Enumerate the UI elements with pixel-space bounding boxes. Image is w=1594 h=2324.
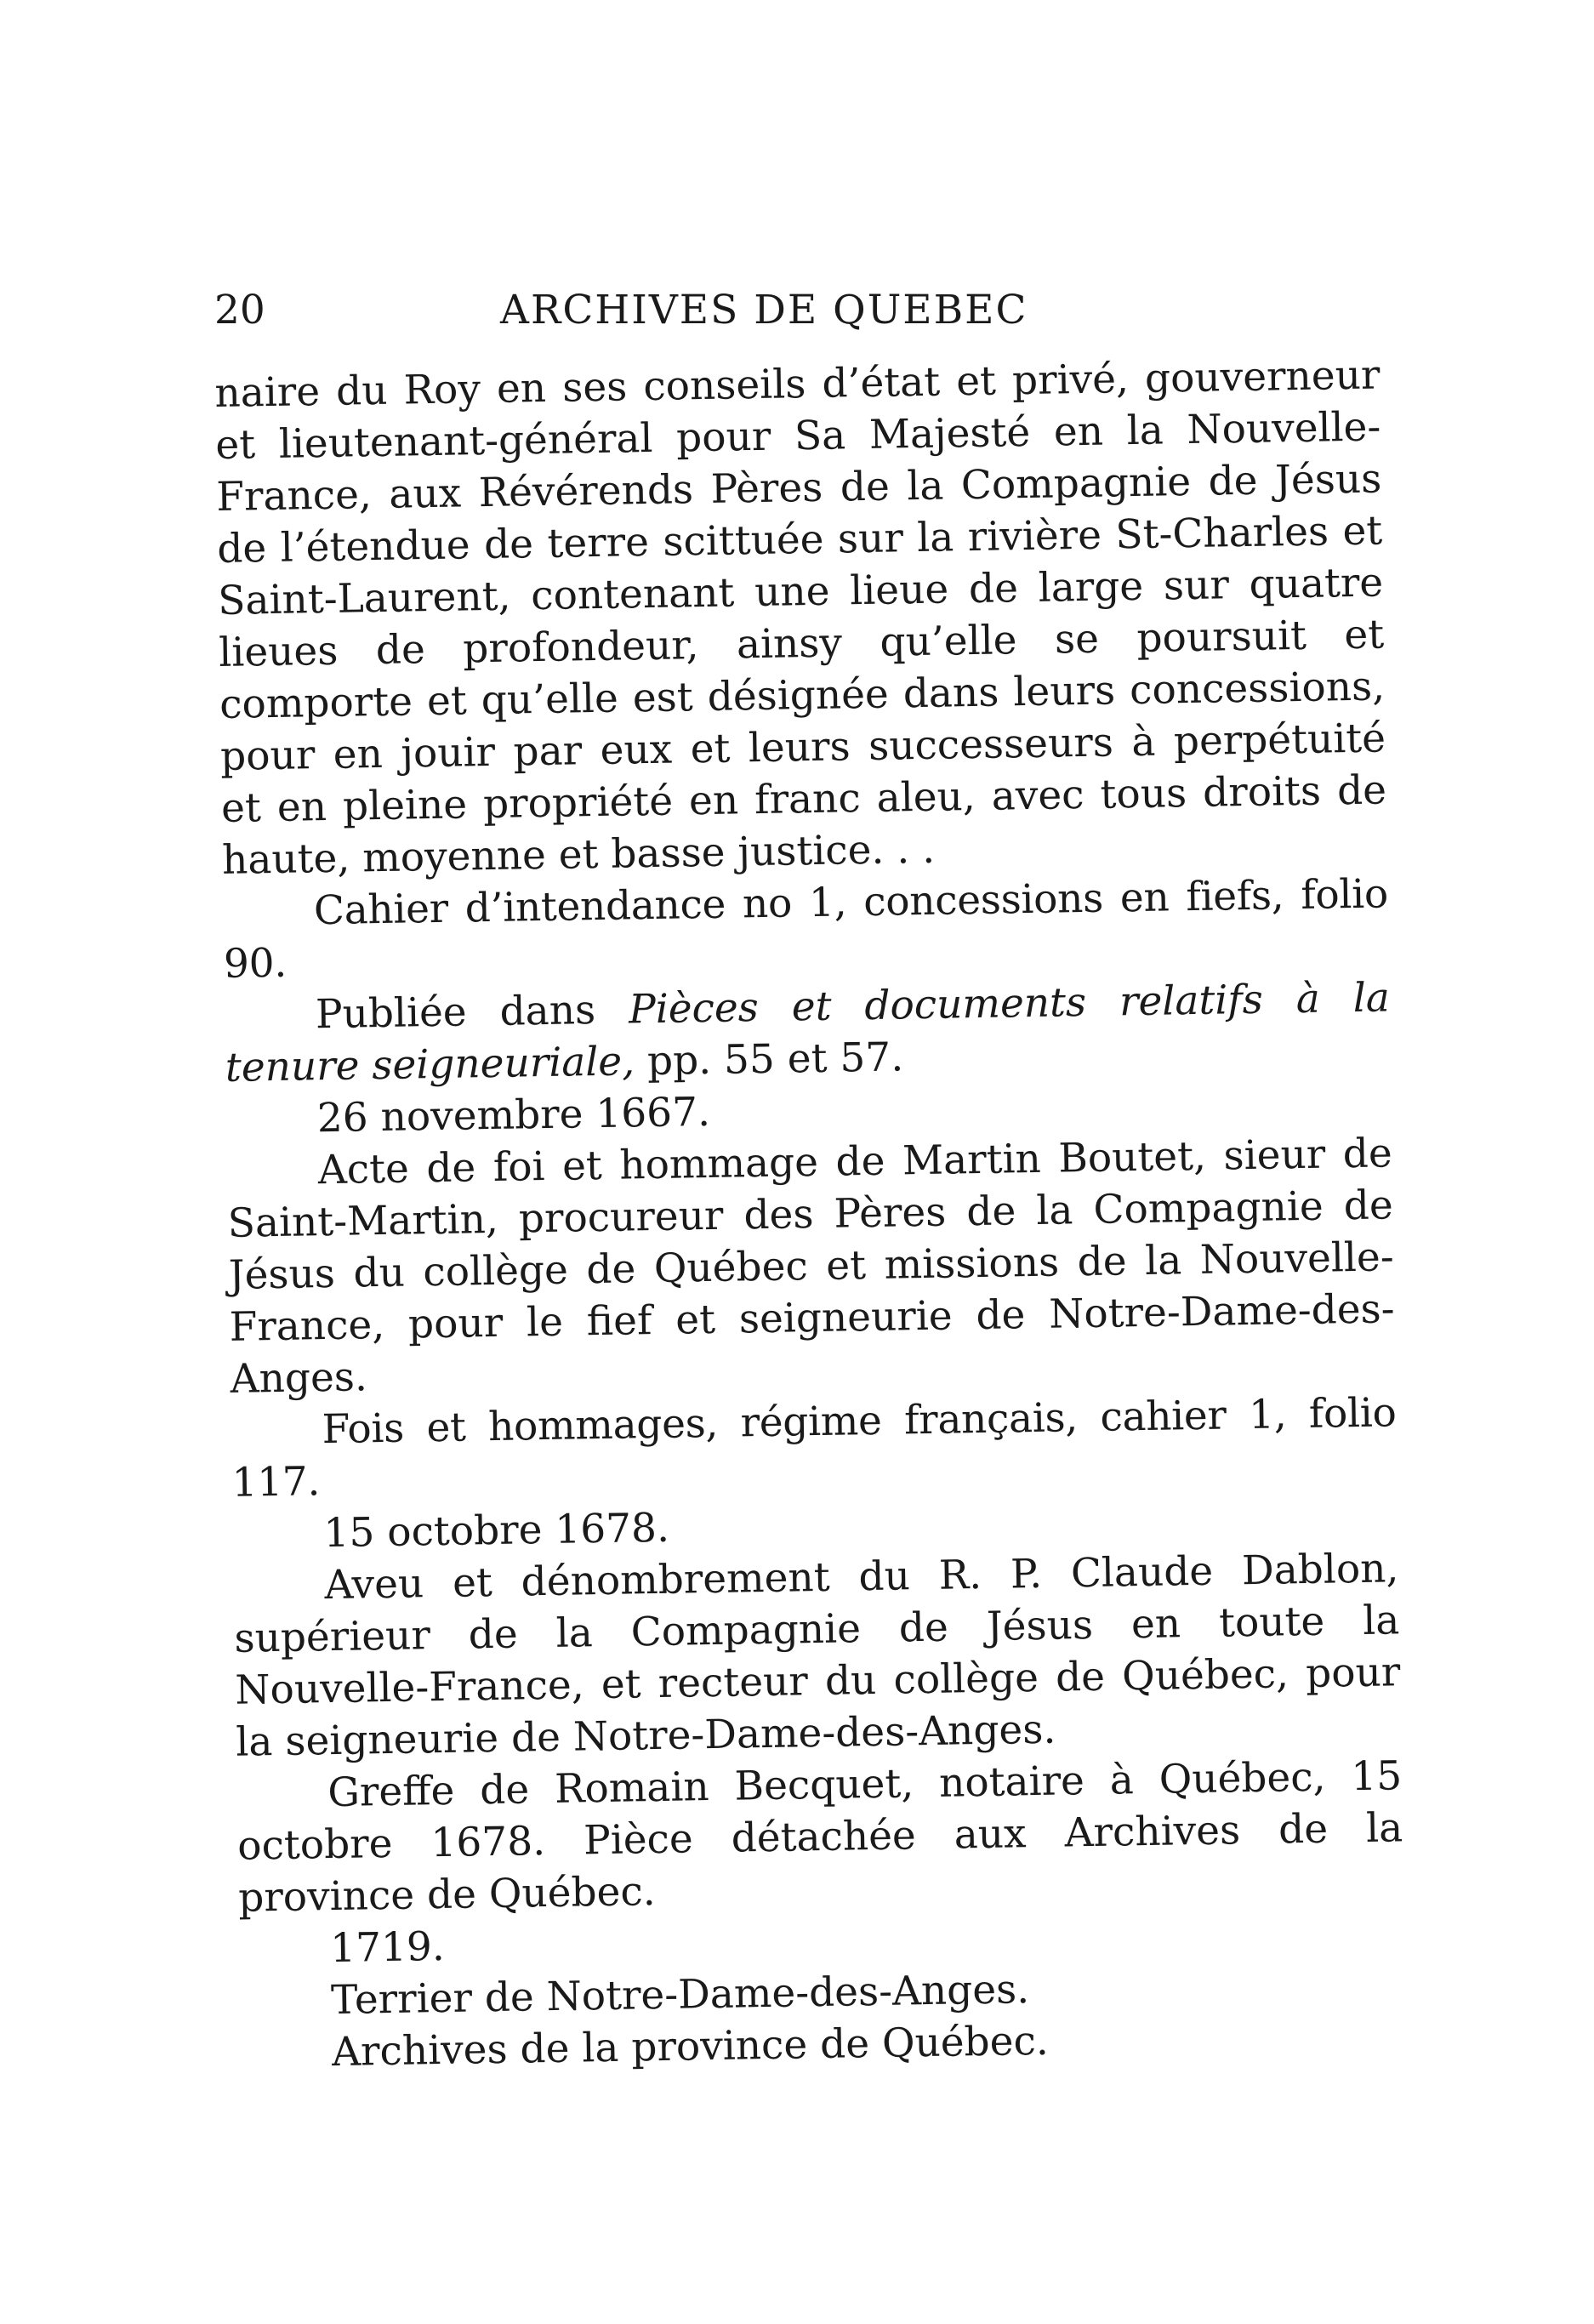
paragraph-source-fois-hommages: Fois et hommages, régime français, cahier 1, folio 117. (231, 1389, 1397, 1507)
paragraph-source-greffe: Greffe de Romain Becquet, notaire à Québec, 15 octobre 1678. Pièce détachée aux Archives de la province de Québec. (236, 1752, 1403, 1922)
paragraph-source-cahier-intendance: Cahier d’intendance no 1, concessions en fiefs, folio 90. (223, 870, 1389, 988)
date-1667: 26 novembre 1667. (316, 1088, 711, 1142)
publication-title: Pièces et documents relatifs à la tenure seigneuriale, (225, 974, 1391, 1091)
paragraph-foi-hommage: Acte de foi et hommage de Martin Boutet, sieur de Saint-Martin, procureur des Pères de la Compagnie de Jésus du collège de Québec et missions de la Nouvelle-France, pour le fief et seigneurie de Notre-Dame-des-Anges. (227, 1130, 1395, 1403)
page-number: 20 (214, 287, 265, 333)
publication-pages: pp. 55 et 57. (634, 1034, 904, 1085)
paragraph-concession-continued: naire du Roy en ses conseils d’état et privé, gouverneur et lieutenant-général pour Sa Majesté en la Nouvelle-France, aux Révérends Pères de la Compagnie de Jésus de l’étendue de terre scittuée sur la rivière St-Charles et Saint-Laurent, contenant une lieue de large sur quatre lieues de profondeur, ainsy qu’elle se poursuit et comporte et qu’elle est désignée dans leurs concessions, pour en jouir par eux et leurs successeurs à perpétuité et en pleine propriété en franc aleu, avec tous droits de haute, moyenne et basse justice. . . (214, 351, 1387, 884)
running-title: ARCHIVES DE QUEBEC (500, 287, 1028, 333)
date-1678: 15 octobre 1678. (323, 1504, 670, 1558)
paragraph-aveu-denombrement: Aveu et dénombrement du R. P. Claude Dablon, supérieur de la Compagnie de Jésus en toute la Nouvelle-France, et recteur du collège de Québec, pour la seigneurie de Notre-Dame-des-Anges. (234, 1545, 1401, 1766)
page-header (214, 281, 1065, 340)
publication-lead: Publiée dans (315, 986, 629, 1039)
date-1719: 1719. (329, 1922, 446, 1973)
body-text (214, 349, 1406, 2079)
paragraph-terrier: Terrier de Notre-Dame-des-Anges. (330, 1966, 1030, 2025)
paragraph-source-archives: Archives de la province de Québec. (331, 2017, 1050, 2076)
paragraph-publication (224, 971, 1391, 1094)
